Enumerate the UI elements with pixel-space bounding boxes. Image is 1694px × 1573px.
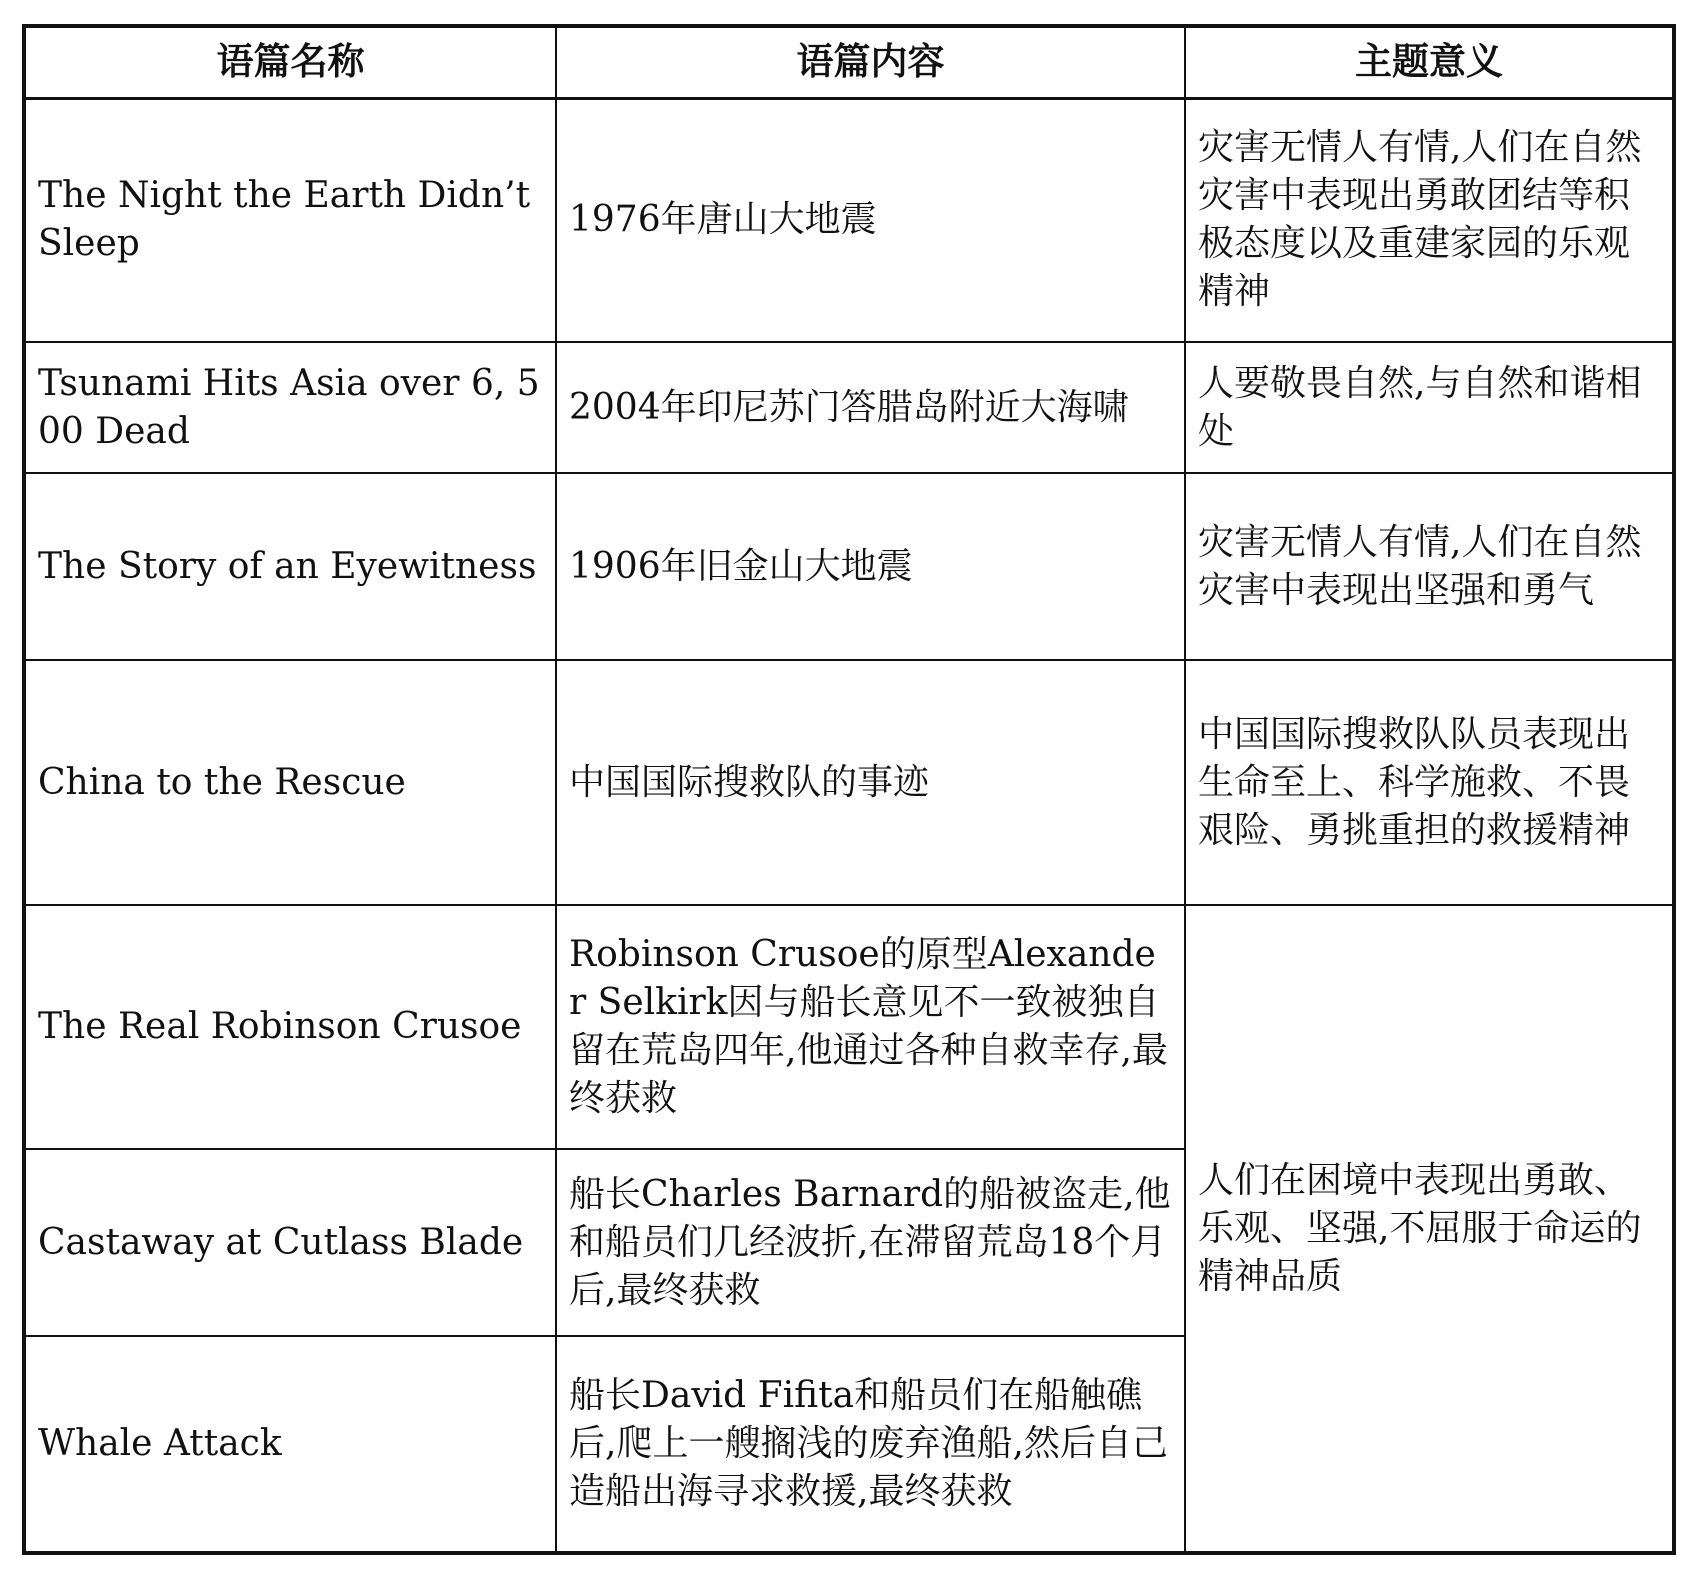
content-cell: 1906年旧金山大地震: [556, 473, 1185, 660]
title-cell: The Night the Earth Didn’t Sleep: [24, 98, 556, 342]
title-cell: Tsunami Hits Asia over 6, 500 Dead: [24, 342, 556, 473]
title-cell: Whale Attack: [24, 1336, 556, 1553]
title-cell: China to the Rescue: [24, 660, 556, 905]
content-cell: 中国国际搜救队的事迹: [556, 660, 1185, 905]
table-row: [24, 660, 1674, 905]
header-row: [24, 26, 1674, 98]
table-row: [24, 905, 1674, 1149]
header-title: 语篇名称: [24, 26, 556, 98]
table-row: [24, 98, 1674, 342]
content-cell: Robinson Crusoe的原型Alexander Selkirk因与船长意见不一致被独自留在荒岛四年,他通过各种自救幸存,最终获救: [556, 905, 1185, 1149]
header-theme: 主题意义: [1185, 26, 1674, 98]
title-cell: The Real Robinson Crusoe: [24, 905, 556, 1149]
theme-cell: 灾害无情人有情,人们在自然灾害中表现出勇敢团结等积极态度以及重建家园的乐观精神: [1185, 98, 1674, 342]
content-cell: 船长David Fifita和船员们在船触礁后,爬上一艘搁浅的废弃渔船,然后自己造船出海寻求救援,最终获救: [556, 1336, 1185, 1553]
theme-cell: 灾害无情人有情,人们在自然灾害中表现出坚强和勇气: [1185, 473, 1674, 660]
table-row: [24, 473, 1674, 660]
lesson-table: [22, 24, 1676, 1555]
table-row: [24, 342, 1674, 473]
content-cell: 船长Charles Barnard的船被盗走,他和船员们几经波折,在滞留荒岛18个月后,最终获救: [556, 1149, 1185, 1336]
header-content: 语篇内容: [556, 26, 1185, 98]
content-cell: 2004年印尼苏门答腊岛附近大海啸: [556, 342, 1185, 473]
merged-theme-cell: 人们在困境中表现出勇敢、乐观、坚强,不屈服于命运的精神品质: [1185, 905, 1674, 1553]
title-cell: Castaway at Cutlass Blade: [24, 1149, 556, 1336]
theme-cell: 中国国际搜救队队员表现出生命至上、科学施救、不畏艰险、勇挑重担的救援精神: [1185, 660, 1674, 905]
title-cell: The Story of an Eyewitness: [24, 473, 556, 660]
theme-cell: 人要敬畏自然,与自然和谐相处: [1185, 342, 1674, 473]
content-cell: 1976年唐山大地震: [556, 98, 1185, 342]
